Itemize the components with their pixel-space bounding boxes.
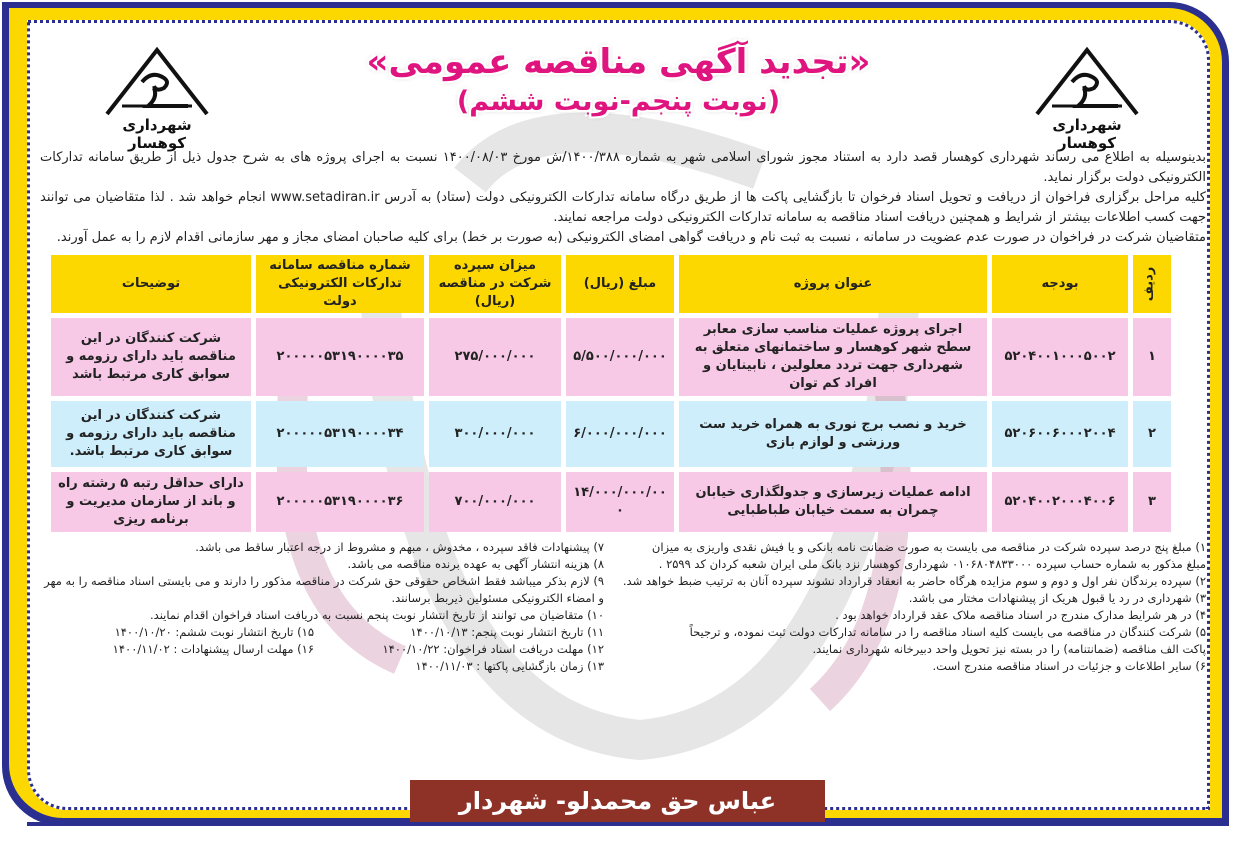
cell-amount: ۶/۰۰۰/۰۰۰/۰۰۰: [566, 401, 674, 467]
col-row-number: ردیف: [1133, 255, 1171, 313]
cell-row-number: ۳: [1133, 472, 1171, 532]
condition-item: ۶) سایر اطلاعات و جزئیات در اسناد مناقصه مندرج است.: [932, 659, 1206, 673]
conditions-right: [616, 539, 1206, 675]
col-tender-number: شماره مناقصه سامانه تدارکات الکترونیکی دولت: [256, 255, 424, 313]
cell-budget: ۵۲۰۶۰۰۶۰۰۰۲۰۰۴: [992, 401, 1128, 467]
date-fifth-publication: ۱۱) تاریخ انتشار نوبت پنجم: ۱۴۰۰/۱۰/۱۳: [410, 625, 604, 639]
date-sixth-publication: ۱۵) تاریخ انتشار نوبت ششم: ۱۴۰۰/۱۰/۲۰: [114, 625, 314, 639]
table-header-row: [51, 255, 1171, 313]
cell-project-title: خرید و نصب برج نوری به همراه خرید ست ورزشی و لوازم بازی: [679, 401, 987, 467]
conditions: [40, 539, 1206, 675]
condition-item: ۲) سپرده برندگان نفر اول و دوم و سوم مزایده هرگاه حاضر به انعقاد قرارداد نشوند سپرده آنان به ترتیب ضبط خواهد شد.: [622, 574, 1206, 588]
bottom-line: [27, 822, 1210, 826]
title-sub: (نوبت پنجم-نوبت ششم): [456, 86, 781, 117]
condition-item: ۵) شرکت کنندگان در مناقصه می بایست کلیه اسناد مناقصه را در سامانه تدارکات دولت ثبت نموده، و ترجیحاً: [689, 625, 1206, 639]
cell-notes: شرکت کنندگان در این مناقصه باید دارای رزومه و سوابق کاری مرتبط باشد: [51, 318, 251, 396]
intro-text: [40, 148, 1206, 248]
col-project-title: عنوان پروژه: [679, 255, 987, 313]
logo-right: [1022, 42, 1152, 152]
cell-amount: ۵/۵۰۰/۰۰۰/۰۰۰: [566, 318, 674, 396]
logo-left: [92, 42, 222, 152]
mountain-wave-logo-icon: [1032, 42, 1142, 120]
mountain-wave-logo-icon: [102, 42, 212, 120]
col-notes: توضیحات: [51, 255, 251, 313]
logo-text: شهرداری کوهسار: [122, 116, 192, 152]
ad-title: [300, 40, 937, 120]
cell-tender-number: ۲۰۰۰۰۰۵۳۱۹۰۰۰۰۳۵: [256, 318, 424, 396]
condition-item: ۱) مبلغ پنج درصد سپرده شرکت در مناقصه می بایست به صورت ضمانت نامه بانکی و یا فیش نقدی واریزی به میزان: [651, 540, 1206, 554]
cell-project-title: اجرای پروژه عملیات مناسب سازی معابر سطح شهر کوهسار و ساختمانهای متعلق به شهرداری جهت تردد معلولین ، نابینایان و افراد کم توان: [679, 318, 987, 396]
condition-item: ۷) پیشنهادات فاقد سپرده ، مخدوش ، مبهم و مشروط از درجه اعتبار ساقط می باشد.: [195, 540, 604, 554]
col-budget: بودجه: [992, 255, 1128, 313]
condition-item: پاکت الف مناقصه (ضمانتنامه) را در بسته نیز تحویل واحد دبیرخانه شهرداری نمایند.: [812, 642, 1206, 656]
cell-tender-number: ۲۰۰۰۰۰۵۳۱۹۰۰۰۰۳۶: [256, 472, 424, 532]
col-deposit: میزان سپرده شرکت در مناقصه (ریال): [429, 255, 561, 313]
condition-item: ۱۰) متقاضیان می توانند از تاریخ انتشار نوبت پنجم نسبت به دریافت اسناد فراخوان اقدام نمایند.: [150, 608, 604, 622]
date-document-deadline: ۱۲) مهلت دریافت اسناد فراخوان: ۱۴۰۰/۱۰/۲۲: [382, 642, 604, 656]
cell-budget: ۵۲۰۴۰۰۱۰۰۰۵۰۰۲: [992, 318, 1128, 396]
cell-project-title: ادامه عملیات زیرسازی و جدولگذاری خیابان چمران به سمت خیابان طباطبایی: [679, 472, 987, 532]
date-opening: ۱۳) زمان بازگشایی پاکتها : ۱۴۰۰/۱۱/۰۳: [415, 659, 604, 673]
dates-grid: [44, 624, 604, 675]
main-content: [40, 148, 1206, 675]
cell-deposit: ۳۰۰/۰۰۰/۰۰۰: [429, 401, 561, 467]
condition-item: ۸) هزینه انتشار آگهی به عهده برنده مناقصه می باشد.: [347, 557, 604, 571]
col-amount: مبلغ (ریال): [566, 255, 674, 313]
cell-deposit: ۲۷۵/۰۰۰/۰۰۰: [429, 318, 561, 396]
cell-deposit: ۷۰۰/۰۰۰/۰۰۰: [429, 472, 561, 532]
conditions-left: [44, 539, 604, 675]
condition-item: ۳) شهرداری در رد یا قبول هریک از پیشنهادات مختار می باشد.: [908, 591, 1206, 605]
date-proposal-deadline: ۱۶) مهلت ارسال پیشنهادات : ۱۴۰۰/۱۱/۰۲: [112, 642, 314, 656]
cell-amount: ۱۴/۰۰۰/۰۰۰/۰۰۰: [566, 472, 674, 532]
cell-notes: شرکت کنندگان در این مناقصه باید دارای رزومه و سوابق کاری مرتبط باشد.: [51, 401, 251, 467]
cell-budget: ۵۲۰۴۰۰۲۰۰۰۴۰۰۶: [992, 472, 1128, 532]
intro-paragraph: متقاضیان شرکت در فراخوان در صورت عدم عضویت در سامانه ، نسبت به ثبت نام و دریافت گواهی امضای الکترونیکی (به صورت بر خط) برای کلیه صاحبان امضای مجاز و مهر سازمانی اقدام لازم را به عمل آورند.: [56, 230, 1206, 245]
logo-text: شهرداری کوهسار: [1052, 116, 1122, 152]
condition-item: ۹) لازم بذکر میباشد فقط اشخاص حقوقی حق شرکت در مناقصه مذکور را دارند و می بایستی اسناد مناقصه را به مهر: [44, 574, 604, 588]
title-main: «تجدید آگهی مناقصه عمومی»: [366, 42, 871, 82]
table-row: [51, 401, 1171, 467]
condition-item: ۴) در هر شرایط مدارک مندرج در اسناد مناقصه ملاک عقد قرارداد خواهد بود .: [835, 608, 1206, 622]
cell-row-number: ۱: [1133, 318, 1171, 396]
intro-paragraph: کلیه مراحل برگزاری فراخوان از دریافت و تحویل اسناد فرخوان تا بازگشایی پاکت ها از طریق درگاه سامانه تدارکات الکترونیکی دولت (ستاد) به آدرس www.setadiran.ir انجام خواهد شد . لذا متقاضیان می توانند جهت کسب اطلاعات بیشتر از شرایط و همچنین دریافت اسناد مناقصه به سامانه تدارکات الکترونیکی دولت مراجعه نمایند.: [40, 190, 1206, 225]
cell-tender-number: ۲۰۰۰۰۰۵۳۱۹۰۰۰۰۳۴: [256, 401, 424, 467]
projects-table: [46, 250, 1176, 537]
table-row: [51, 472, 1171, 532]
condition-item: مبلغ مذکور به شماره حساب سپرده ۰۱۰۶۸۰۴۸۳۳۰۰۰ شهرداری کوهسار نزد بانک ملی ایران شعبه کردان کد ۲۵۹۹ .: [658, 557, 1206, 571]
table-row: [51, 318, 1171, 396]
condition-item: و امضاء الکترونیکی مسئولین ذیربط برسانند.: [391, 591, 604, 605]
intro-paragraph: بدینوسیله به اطلاع می رساند شهرداری کوهسار قصد دارد به استناد مجوز شورای اسلامی شهر به شماره ۱۴۰۰/۳۸۸/ش مورخ ۱۴۰۰/۰۸/۰۳ نسبت به اجرای پروژه های به شرح جدول ذیل از طریق سامانه تدارکات الکترونیکی دولت برگزار نماید.: [40, 150, 1206, 185]
cell-row-number: ۲: [1133, 401, 1171, 467]
cell-notes: دارای حداقل رتبه ۵ رشته راه و باند از سازمان مدیریت و برنامه ریزی: [51, 472, 251, 532]
signature-banner: عباس حق محمدلو- شهردار کوهسار: [410, 780, 825, 822]
